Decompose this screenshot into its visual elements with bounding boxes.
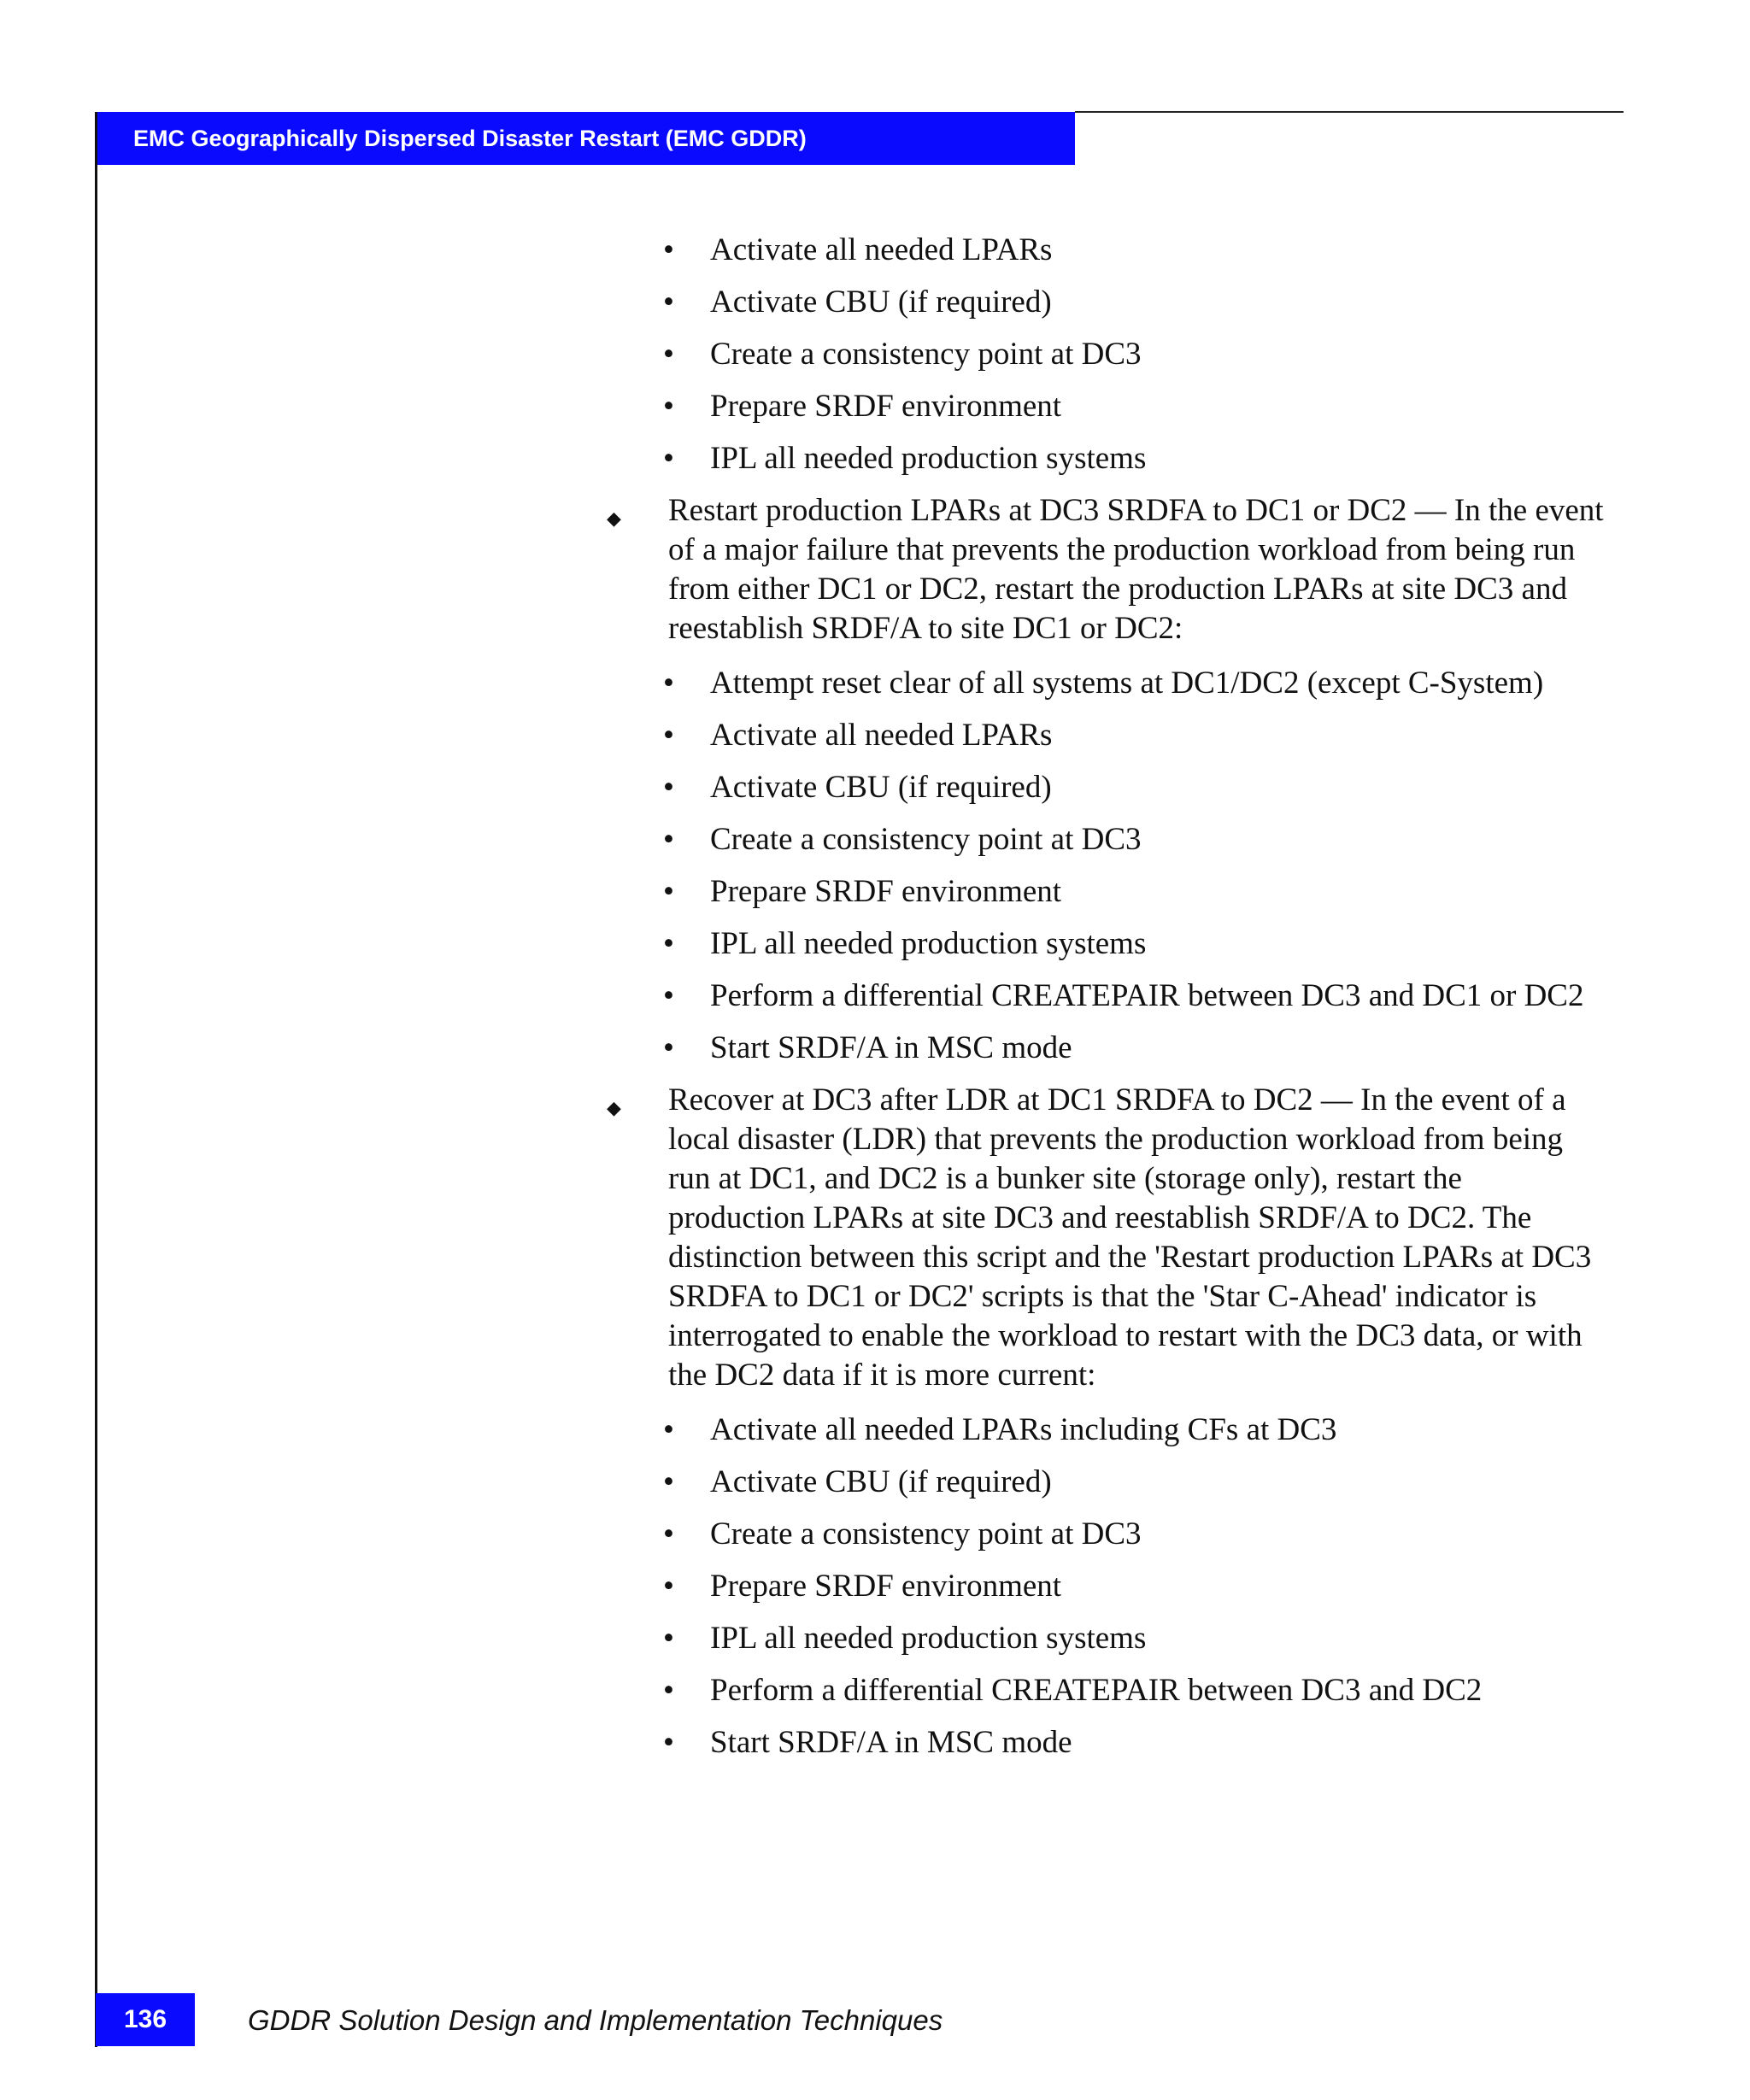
list-item: • IPL all needed production systems (663, 1619, 1606, 1658)
script-description-restart-dc3 (598, 491, 1606, 648)
list-item: • Activate CBU (if required) (663, 283, 1606, 322)
list-item: • Start SRDF/A in MSC mode (663, 1029, 1606, 1068)
list-item: • Activate CBU (if required) (663, 1463, 1606, 1502)
running-header (96, 112, 1075, 165)
list-item: • Perform a differential CREATEPAIR between DC3 and DC1 or DC2 (663, 977, 1606, 1016)
list-item: • IPL all needed production systems (663, 924, 1606, 964)
header-rule (1075, 111, 1624, 113)
list-item: • Prepare SRDF environment (663, 872, 1606, 912)
bullet-list-1 (663, 231, 1606, 478)
list-item: • Create a consistency point at DC3 (663, 1515, 1606, 1554)
page-number: 136 (96, 1993, 195, 2046)
bullet-list-2 (663, 664, 1606, 1068)
diamond-bullet-icon: ◆ (607, 508, 621, 530)
left-margin-rule (95, 112, 97, 2047)
list-item: • Prepare SRDF environment (663, 387, 1606, 426)
script-description-recover-dc3 (598, 1081, 1606, 1395)
list-item: • Create a consistency point at DC3 (663, 335, 1606, 374)
section-lead-text: Recover at DC3 after LDR at DC1 SRDFA to DC2 — In the event of a local disaster (LDR) that prevents the production workload from being run at DC1, and DC2 is a bunker site (storage only), restart the production LPARs at site DC3 and reestablish SRDF/A to DC2. The distinction between this script and the 'Restart production LPARs at DC3 SRDFA to DC1 or DC2' scripts is that the 'Star C-Ahead' indicator is interrogated to enable the workload to restart with the DC3 data, or with the DC2 data if it is more current: (668, 1082, 1592, 1393)
section-lead-text: Restart production LPARs at DC3 SRDFA to DC1 or DC2 — In the event of a major failure that prevents the production workload from being run from either DC1 or DC2, restart the production LPARs at site DC3 and reestablish SRDF/A to site DC1 or DC2: (668, 493, 1604, 646)
diamond-bullet-icon: ◆ (607, 1098, 621, 1119)
list-item: • Activate all needed LPARs (663, 716, 1606, 755)
footer-book-title: GDDR Solution Design and Implementation Techniques (248, 2004, 943, 2036)
list-item: • Activate all needed LPARs (663, 231, 1606, 270)
list-item: • Perform a differential CREATEPAIR between DC3 and DC2 (663, 1671, 1606, 1710)
list-item: • Create a consistency point at DC3 (663, 820, 1606, 859)
list-item: • Activate CBU (if required) (663, 768, 1606, 807)
list-item: • Start SRDF/A in MSC mode (663, 1723, 1606, 1763)
list-item: • Activate all needed LPARs including CFs at DC3 (663, 1411, 1606, 1450)
list-item: • IPL all needed production systems (663, 439, 1606, 478)
list-item: • Prepare SRDF environment (663, 1567, 1606, 1606)
page-content (598, 231, 1606, 1775)
list-item: • Attempt reset clear of all systems at DC1/DC2 (except C-System) (663, 664, 1606, 703)
bullet-list-3 (663, 1411, 1606, 1763)
running-header-title: EMC Geographically Dispersed Disaster Restart (EMC GDDR) (133, 126, 807, 151)
